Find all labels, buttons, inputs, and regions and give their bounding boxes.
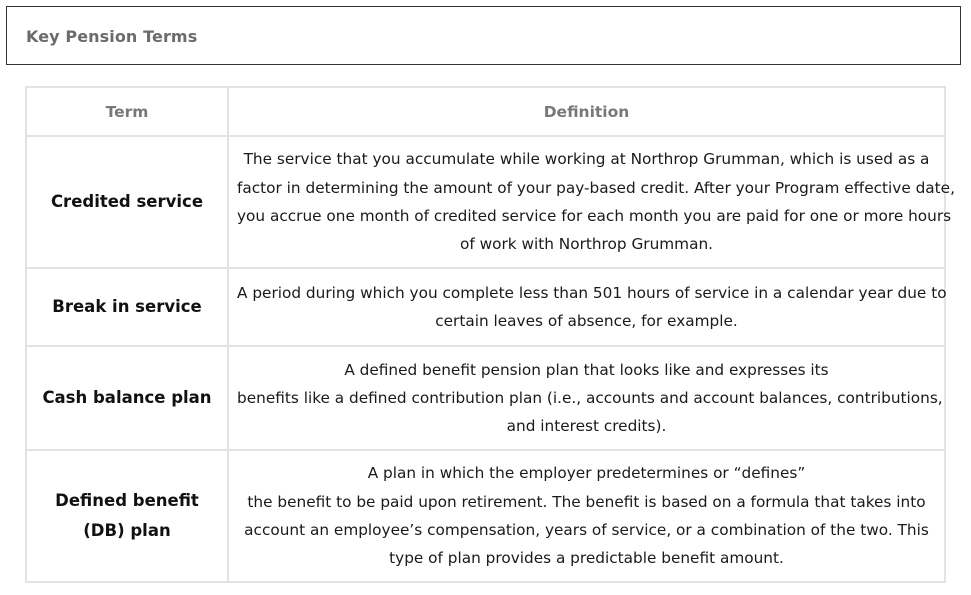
definition-line: type of plan provides a predictable benefit amount. bbox=[389, 549, 784, 568]
term-label: (DB) plan bbox=[83, 521, 171, 540]
table-row bbox=[26, 136, 945, 268]
table-row bbox=[26, 268, 945, 346]
definition-line: certain leaves of absence, for example. bbox=[435, 312, 738, 330]
definition-line: benefits like a defined contribution plan (i.e., accounts and account balances, contributions, bbox=[237, 388, 943, 407]
definition-cell bbox=[228, 450, 945, 582]
term-cell bbox=[26, 136, 228, 268]
column-header-definition: Definition bbox=[228, 87, 945, 136]
definition-line: you accrue one month of credited service for each month you are paid for one or more hours bbox=[237, 207, 952, 225]
term-cell bbox=[26, 268, 228, 346]
page-title: Key Pension Terms bbox=[26, 27, 198, 46]
table-header-row bbox=[26, 87, 945, 136]
term-cell bbox=[26, 346, 228, 450]
definition-cell bbox=[228, 268, 945, 346]
term-label: Defined benefit bbox=[55, 491, 199, 510]
column-header-term: Term bbox=[26, 87, 228, 136]
definition-line: of work with Northrop Grumman. bbox=[459, 235, 714, 254]
table-row bbox=[26, 346, 945, 450]
term-cell bbox=[26, 450, 228, 582]
definition-line: factor in determining the amount of your pay-based credit. After your Program effective date, bbox=[237, 178, 955, 197]
definition-line: A plan in which the employer predetermines or “defines” bbox=[367, 464, 806, 483]
definition-line: The service that you accumulate while working at Northrop Grumman, which is used as a bbox=[243, 150, 930, 169]
pension-terms-table bbox=[25, 86, 955, 583]
definition-line: A period during which you complete less than 501 hours of service in a calendar year due to bbox=[237, 283, 947, 302]
definition-line: account an employee’s compensation, years of service, or a combination of the two. This bbox=[244, 521, 929, 539]
definition-line: and interest credits). bbox=[506, 417, 667, 436]
table-row bbox=[26, 450, 945, 582]
definition-cell bbox=[228, 346, 945, 450]
term-label: Cash balance plan bbox=[42, 388, 212, 407]
section-header bbox=[6, 6, 961, 65]
definition-line: A defined benefit pension plan that looks like and expresses its bbox=[344, 360, 829, 379]
definition-cell bbox=[228, 136, 955, 268]
term-label: Credited service bbox=[50, 192, 204, 211]
term-label: Break in service bbox=[52, 297, 202, 316]
definition-line: the benefit to be paid upon retirement. The benefit is based on a formula that takes into bbox=[247, 492, 926, 511]
